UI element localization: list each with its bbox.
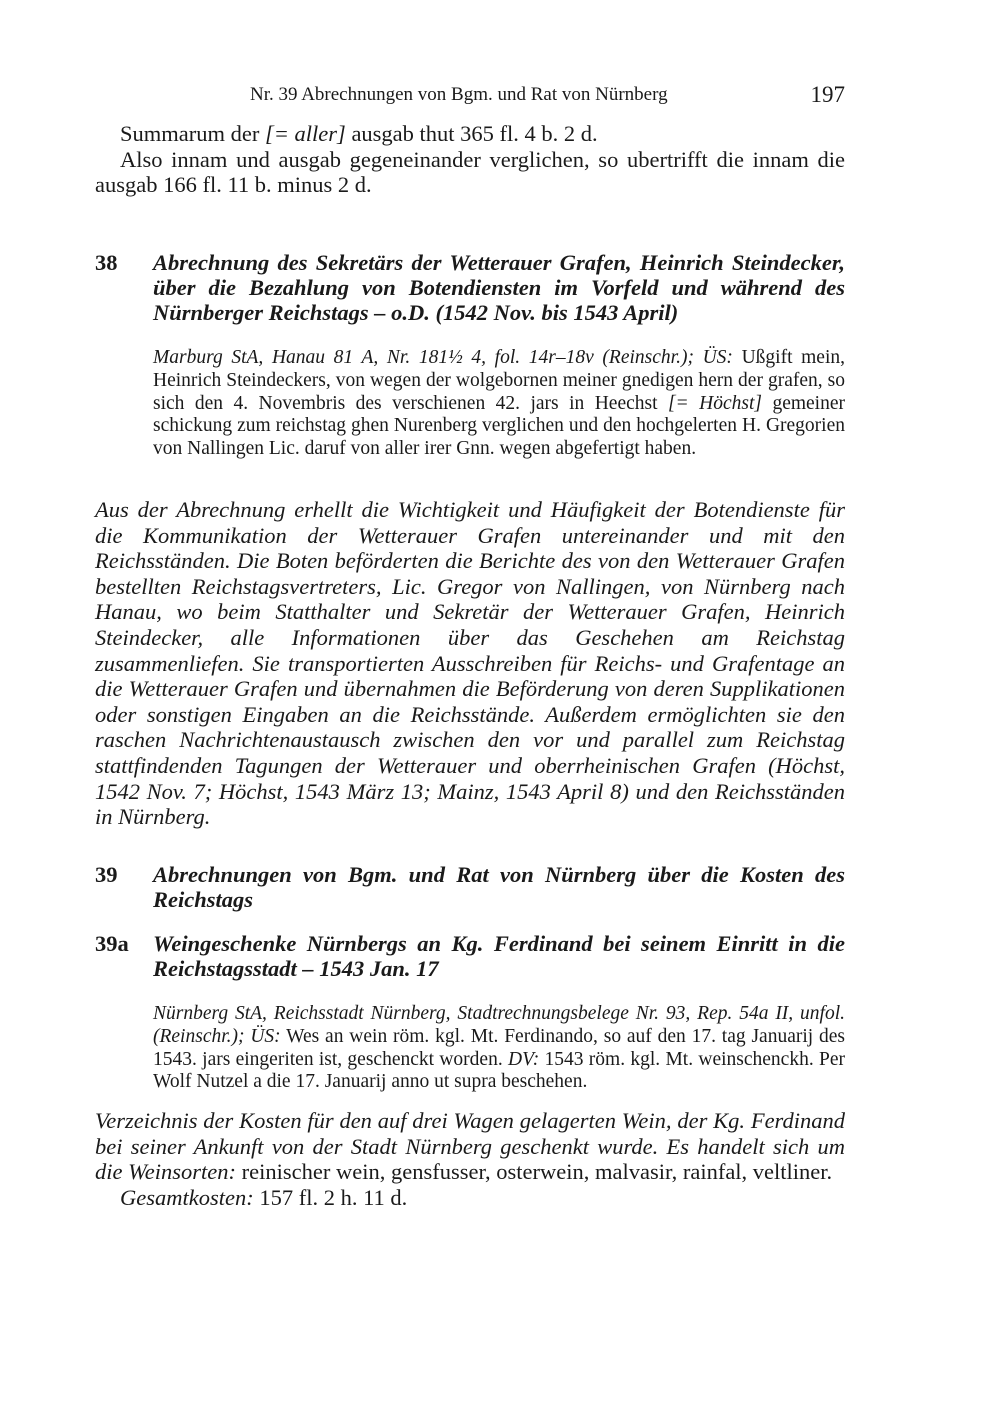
summary-line: Summarum der [= aller] ausgab thut 365 fl. 4 b. 2 d. (120, 121, 598, 146)
running-head (95, 82, 845, 108)
doc-38-heading (95, 250, 845, 325)
doc-39a-title: Weingeschenke Nürnbergs an Kg. Ferdinand bei seinem Einritt in die Reichstagsstadt – 1543 Jan. 17 (153, 931, 845, 981)
total-costs: Gesamtkosten: 157 fl. 2 h. 11 d. (120, 1184, 408, 1210)
comparison-line: Also innam und ausgab gegeneinander verglichen, so ubertrifft die innam die ausgab 166 fl. 11 b. minus 2 d. (95, 146, 845, 198)
doc-39a-heading (95, 931, 845, 981)
page-number: 197 (810, 82, 845, 107)
doc-39a-number: 39a (95, 931, 129, 956)
wine-list: Verzeichnis der Kosten für den auf drei Wagen gelagerten Wein, der Kg. Ferdinand bei seiner Ankunft von der Stadt Nürnberg geschenkt wurde. Es handelt sich um die Weinsorten: reinischer wein, gensfusser, osterwein, malvasir, rainfal, veltliner. (95, 1108, 845, 1185)
doc-39-number: 39 (95, 862, 118, 887)
doc-39a-commentary (95, 1108, 845, 1210)
doc-38-title: Abrechnung des Sekretärs der Wetterauer Grafen, Heinrich Steindecker, über die Bezahlung von Botendiensten im Vorfeld und während des Nürnberger Reichstags – o.D. (1542 Nov. bis 1543 April) (153, 250, 845, 325)
running-title: Nr. 39 Abrechnungen von Bgm. und Rat von Nürnberg (250, 84, 668, 105)
doc-39a-source: Nürnberg StA, Reichsstadt Nürnberg, Stadtrechnungsbelege Nr. 93, Rep. 54a II, unfol. (Reinschr.); ÜS: Wes an wein röm. kgl. Mt. Ferdinando, so auf den 17. tag Januarij des 1543. jars eingeriten ist, geschenckt worden. DV: 1543 röm. kgl. Mt. weinschenckh. Per Wolf Nutzel a die 17. Januarij anno ut supra beschehen. (153, 1003, 845, 1093)
closing-totals (95, 121, 845, 198)
doc-39-title: Abrechnungen von Bgm. und Rat von Nürnberg über die Kosten des Reichstags (153, 862, 845, 912)
doc-38-source: Marburg StA, Hanau 81 A, Nr. 181½ 4, fol. 14r–18v (Reinschr.); ÜS: Ußgift mein, Heinrich Steindeckers, von wegen der wolgebornen meiner gnedigen hern der grafen, so sich den 4. Novembris des verschienen 42. jars in Heechst [= Höchst] gemeiner schickung zum reichstag ghen Nurenberg verglichen und den hochgelerten H. Gregorien von Nallingen Lic. daruf von aller irer Gnn. wegen abgefertigt haben. (153, 347, 845, 460)
doc-39-heading (95, 862, 845, 912)
doc-38-number: 38 (95, 250, 118, 275)
doc-38-commentary: Aus der Abrechnung erhellt die Wichtigkeit und Häufigkeit der Botendienste für die Kommunikation der Wetterauer Grafen untereinander und mit den Reichsständen. Die Boten beförderten die Berichte des von den Wetterauer Grafen bestellten Reichstagsvertreters, Lic. Gregor von Nallingen, von Nürnberg nach Hanau, wo beim Statthalter und Sekretär der Wetterauer Grafen, Heinrich Steindecker, alle Informationen über das Geschehen am Reichstag zusammenliefen. Sie transportierten Ausschreiben für Reichs- und Grafentage an die Wetterauer Grafen und übernahmen die Beförderung von deren Supplikationen oder sonstigen Eingaben an die Reichsstände. Außerdem ermöglichten sie den raschen Nachrichtenaustausch zwischen den vor und parallel zum Reichstag stattfindenden Tagungen der Wetterauer und oberrheinischen Grafen (Höchst, 1542 Nov. 7; Höchst, 1543 März 13; Mainz, 1543 April 8) und den Reichsständen in Nürnberg. (95, 497, 845, 830)
